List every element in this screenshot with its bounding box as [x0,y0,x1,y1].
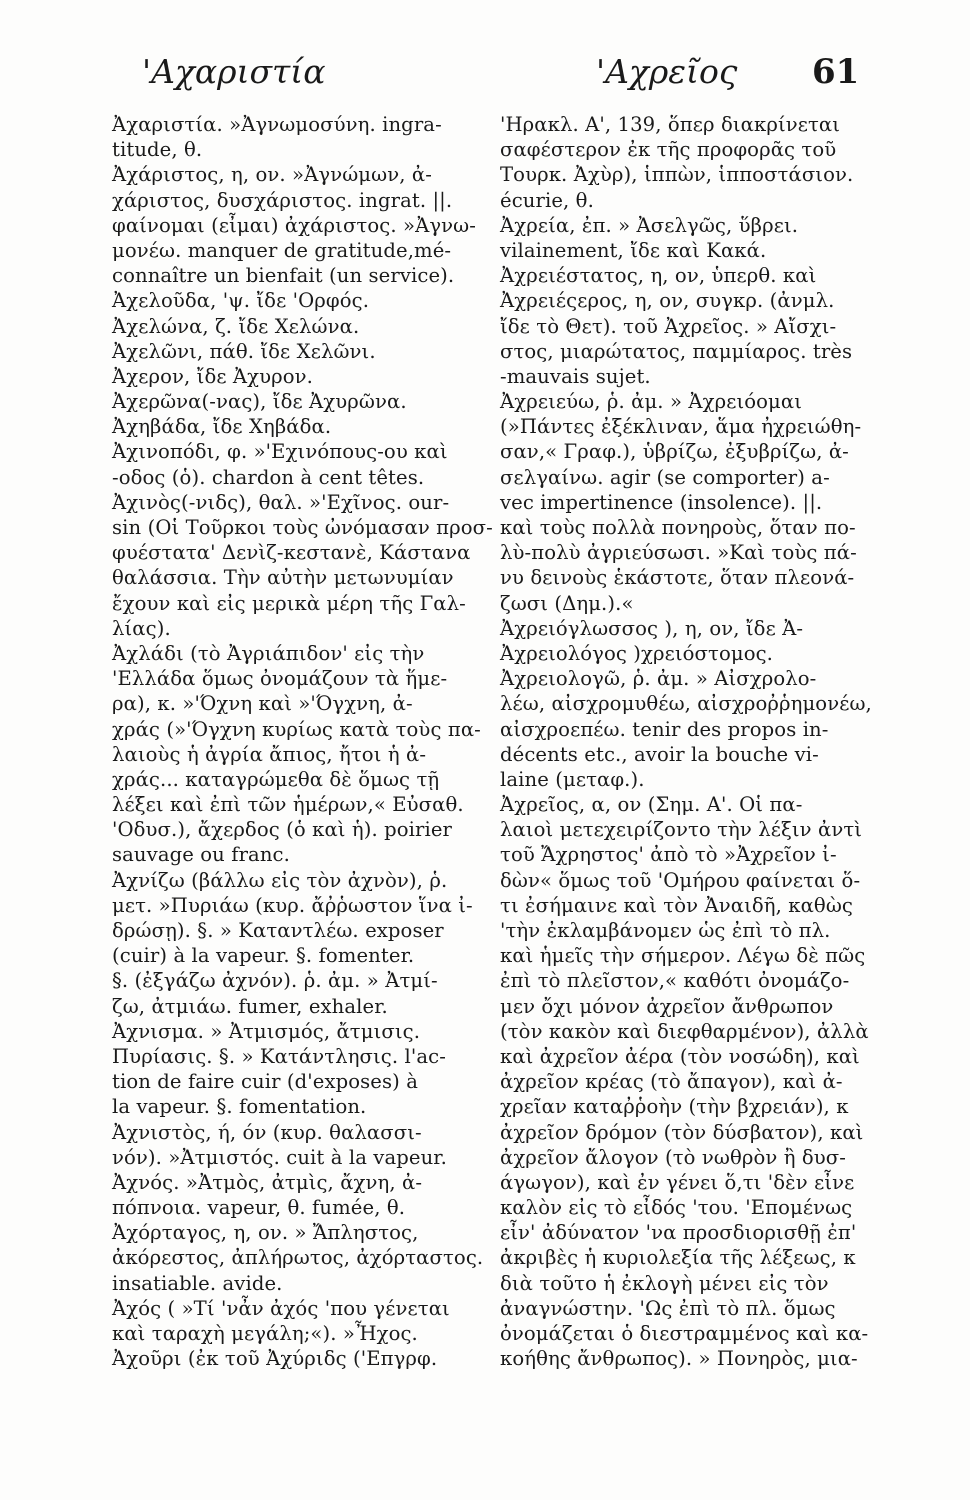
left-column-line: §. (ἐξγάζω ἀχνόν). ῥ. ἀμ. » Ἀτμί- [112,969,438,993]
right-column-line: écurie, θ. [500,188,594,212]
right-column-line: μεν ὄχι μόνον ἀχρεῖον ἄνθρωπον [500,994,834,1018]
left-column-line: (cuir) à la vapeur. §. fomenter. [112,944,415,968]
left-column-line: μονέω. manquer de gratitude,mé- [112,238,452,262]
left-column-line: Ἀχοῦρι (ἐκ τοῦ Ἀχύριδς ('Επγρφ. [112,1347,438,1371]
left-column-line: Ἀχερῶνα(-νας), ἴδε Ἀχυρῶνα. [112,390,407,414]
right-column-line: ἀναγνώστην. 'Ως ἐπὶ τὸ πλ. ὅμως [500,1296,836,1320]
left-column-line: Πυρίασις. §. » Κατάντλησις. l'ac- [112,1044,446,1068]
right-column-line: Ἀχρειέςερος, η, ον, συγκρ. (ἀνμλ. [500,289,835,313]
left-running-title: 'Αχαριστία [142,52,326,91]
right-column-line: καὶ ἡμεῖς τὴν σήμερον. Λέγω δὲ πῶς [500,944,866,968]
right-column-line: Ἀχρειόγλωσσος ), η, ον, ἴδε Ἀ- [500,616,804,640]
right-column-line: décents etc., avoir la bouche vi- [500,742,819,766]
left-column-line: 'Οδυσ.), ἄχερδος (ὁ καὶ ἡ). poirier [112,818,453,842]
left-column-line: Ἀχάριστος, η, ον. »Ἀγνώμων, ἀ- [112,163,432,187]
left-column-line: tion de faire cuir (d'exposes) à [112,1070,419,1094]
right-column-line: Ἀχρειολόγος )χρειόστομος. [500,641,774,665]
left-column-line: χράς (»'Όγχνη κυρίως κατὰ τοὺς πα- [112,717,481,741]
right-column-line: vilainement, ἴδε καὶ Κακά. [500,238,767,262]
left-column-line: νόν). »Ἀτμιστός. cuit à la vapeur. [112,1145,447,1169]
left-column-line: ἀκόρεστος, ἀπλήρωτος, ἀχόρταστος. [112,1246,484,1270]
right-column-line: Ἀχρειέστατος, η, ον, ὑπερθ. καὶ [500,264,817,288]
right-column-line: λὺ-πολὺ ἀγριεύσωσι. »Καὶ τοὺς πά- [500,541,857,565]
left-column-line: Ἀχνός. »Ἀτμὸς, ἀτμὶς, ἄχνη, ἀ- [112,1170,423,1194]
right-column-line: χρεῖαν καταῤῥοὴν (τὴν βχρειάν), κ [500,1095,849,1119]
left-column-line: 'Ελλάδα ὅμως ὀνομάζουν τὰ ἥμε- [112,667,448,691]
left-column-line: δρώσῃ). §. » Καταντλέω. exposer [112,919,444,942]
right-column-line: ἴδε τὸ Θετ). τοῦ Ἀχρεῖος. » Αἴσχι- [500,314,837,338]
right-column-line: σελγαίνω. agir (se comporter) a- [500,465,830,489]
left-column-line: πόπνοια. vapeur, θ. fumée, θ. [112,1196,406,1220]
right-column-line: ἀχρεῖον κρέας (τὸ ἄπαγον), καὶ ἀ- [500,1070,843,1094]
right-column-line: ἀχρεῖον δρόμον (τὸν δύσβατον), καὶ [500,1120,864,1144]
page-number: 61 [812,52,860,92]
left-column-line: λαιοὺς ἡ ἀγρία ἄπιος, ἤτοι ἡ ἀ- [112,742,427,766]
right-column-line: στος, μιαρώτατος, παμμίαρος. très [500,339,853,363]
right-column-line: ζωσι (Δημ.).« [500,591,634,615]
right-column-line: καὶ ἀχρεῖον ἀέρα (τὸν νοσώδη), καὶ [500,1044,860,1068]
right-column-line: καὶ τοὺς πολλὰ πονηροὺς, ὅταν πο- [500,516,856,539]
right-column-line: 'τὴν ἐκλαμβάνομεν ὡς ἐπὶ τὸ πλ. [500,919,831,942]
running-header [0,52,970,102]
right-column-line: αἰσχροεπέω. tenir des propos in- [500,717,829,741]
left-column-line: connaître un bienfait (un service). [112,264,455,288]
right-column-line: ὀνομάζεται ὁ διεστραμμένος καὶ κα- [500,1322,869,1345]
left-column-line: Ἀχός ( »Τί 'νἆν ἀχός 'που γένεται [112,1296,450,1320]
right-running-title: 'Αχρεῖος [596,52,738,91]
left-column-line: insatiable. avide. [112,1271,283,1295]
left-column [112,112,493,1371]
right-column-line: άγωγον), καὶ ἐν γένει ὅ,τι 'δὲν εἶνε [500,1170,855,1194]
left-column-line: χράς... καταγρώμεθα δὲ ὅμως τῇ [112,767,440,791]
right-column-line: καλὸν εἰς τὸ εἶδός 'του. 'Επομένως [500,1196,853,1220]
right-column-line: ἀχρεῖον ἄλογον (τὸ νωθρὸν ἢ δυσ- [500,1145,847,1169]
right-column-line: διὰ τοῦτο ἡ ἐκλογὴ μένει εἰς τὸν [500,1271,829,1295]
left-column-line: Ἀχλάδι (τὸ Ἀγριάπιδον' εἰς τὴν [112,641,425,665]
left-column-line: θαλάσσια. Τὴν αὐτὴν μετωνυμίαν [112,566,454,590]
left-column-line: la vapeur. §. fomentation. [112,1095,367,1119]
right-column-line: 'Ηρακλ. Α', 139, ὅπερ διακρίνεται [500,113,841,136]
right-column-line: δὼν« ὅμως τοῦ 'Ομήρου φαίνεται ὅ- [500,868,861,892]
right-column-line: Ἀχρεία, ἐπ. » Ἀσελγῶς, ὕβρει. [500,213,799,237]
left-column-line: titude, θ. [112,138,203,162]
left-column-line: λέξει καὶ ἐπὶ τῶν ἡμέρων,« Εὐσαθ. [112,793,464,817]
left-column-line: φαίνομαι (εἶμαι) ἀχάριστος. »Ἀγνω- [112,213,476,237]
left-column-line: Ἀχαριστία. »Ἀγνωμοσύνη. ingra- [112,113,442,136]
left-column-line: Ἀχινὸς(-νιδς), θαλ. »'Εχῖνος. our- [112,490,450,514]
left-column-line: Ἀχελοῦδα, 'ψ. ἴδε 'Ορφός. [112,289,370,313]
left-column-line: Ἀχηβάδα, ἴδε Χηβάδα. [112,415,332,439]
right-column-line: τοῦ Ἄχρηστος' ἀπὸ τὸ »Ἀχρεῖον ἰ- [500,843,837,867]
left-column-line: μετ. »Πυριάω (κυρ. ἄῤῥωστον ἵνα ἰ- [112,893,473,917]
left-column-line: χάριστος, δυσχάριστος. ingrat. ||. [112,188,453,212]
right-column-line: σαφέστερον ἐκ τῆς προφορᾶς τοῦ [500,138,837,162]
right-column-line: ἐπὶ τὸ πλεῖστον,« καθότι ὀνομάζο- [500,969,850,993]
right-column-line: (»Πάντες ἐξέκλιναν, ἅμα ἠχρειώθη- [500,415,862,439]
right-column-line: laine (μεταφ.). [500,767,645,791]
right-column [500,112,872,1371]
left-column-line: ρα), κ. »'Όχνη καὶ »'Όγχνη, ἀ- [112,692,413,716]
left-column-line: -οδος (ὁ). chardon à cent têtes. [112,465,425,489]
right-column-line: σαν,« Γραφ.), ὑβρίζω, ἐξυβρίζω, ἀ- [500,440,849,464]
right-column-line: εἶν' ἀδύνατον 'να προσδιορισθῇ ἐπ' [500,1221,857,1245]
right-column-line: Τουρκ. Ἀχὺρ), ἱππὼν, ἱπποστάσιον. [500,163,854,187]
right-column-line: λαιοὶ μετεχειρίζοντο τὴν λέξιν ἀντὶ [500,818,863,842]
right-column-line: Ἀχρειεύω, ῥ. ἀμ. » Ἀχρειόομαι [500,390,803,414]
left-column-line: λίας). [112,616,171,640]
left-column-line: Ἀχνιστὸς, ή, όν (κυρ. θαλασσι- [112,1120,422,1144]
left-column-line: Ἀχερον, ἴδε Ἀχυρον. [112,364,314,388]
left-column-line: ἔχουν καὶ εἰς μερικὰ μέρη τῆς Γαλ- [112,591,466,615]
left-column-line: ζω, ἀτμιάω. fumer, exhaler. [112,994,388,1018]
right-column-line: ἀκριβὲς ἡ κυριολεξία τῆς λέξεως, κ [500,1246,856,1270]
right-column-line: λέω, αἰσχρομυθέω, αἰσχροῤῥημονέω, [500,692,872,716]
left-column-line: Ἀχινοπόδι, φ. »'Εχινόπους-ου καὶ [112,440,448,464]
right-column-line: (τὸν κακὸν καὶ διεφθαρμένον), ἀλλὰ [500,1019,869,1043]
right-column-line: -mauvais sujet. [500,364,651,388]
left-column-line: καὶ ταραχὴ μεγάλη;«). »Ἦχος. [112,1322,418,1345]
left-column-line: sin (Οἱ Τοῦρκοι τοὺς ὠνόμασαν προσ- [112,516,493,539]
right-column-line: Ἀχρεῖος, α, ον (Σημ. Α'. Οἱ πα- [500,793,803,817]
right-column-line: κοήθης ἄνθρωπος). » Πονηρὸς, μια- [500,1347,858,1371]
left-column-line: Ἀχνισμα. » Ἀτμισμός, ἄτμισις. [112,1019,421,1043]
left-column-line: Ἀχελώνα, ζ. ἴδε Χελώνα. [112,314,360,338]
left-column-line: φυέστατα' Δενὶζ-κεστανὲ, Κάστανα [112,541,471,565]
right-column-line: vec impertinence (insolence). ||. [500,490,823,514]
left-column-line: sauvage ou franc. [112,843,290,867]
left-column-line: Ἀχνίζω (βάλλω εἰς τὸν ἀχνὸν), ῥ. [112,868,448,892]
right-column-line: νυ δεινοὺς ἑκάστοτε, ὅταν πλεονά- [500,566,855,590]
right-column-line: Ἀχρειολογῶ, ῥ. ἀμ. » Αἰσχρολο- [500,667,817,691]
left-column-line: Ἀχόρταγος, η, ον. » Ἄπληστος, [112,1221,419,1245]
right-column-line: τι ἐσήμαινε καὶ τὸν Ἀναιδῆ, καθὼς [500,893,853,917]
left-column-line: Ἀχελῶνι, πάθ. ἴδε Χελῶνι. [112,339,376,363]
